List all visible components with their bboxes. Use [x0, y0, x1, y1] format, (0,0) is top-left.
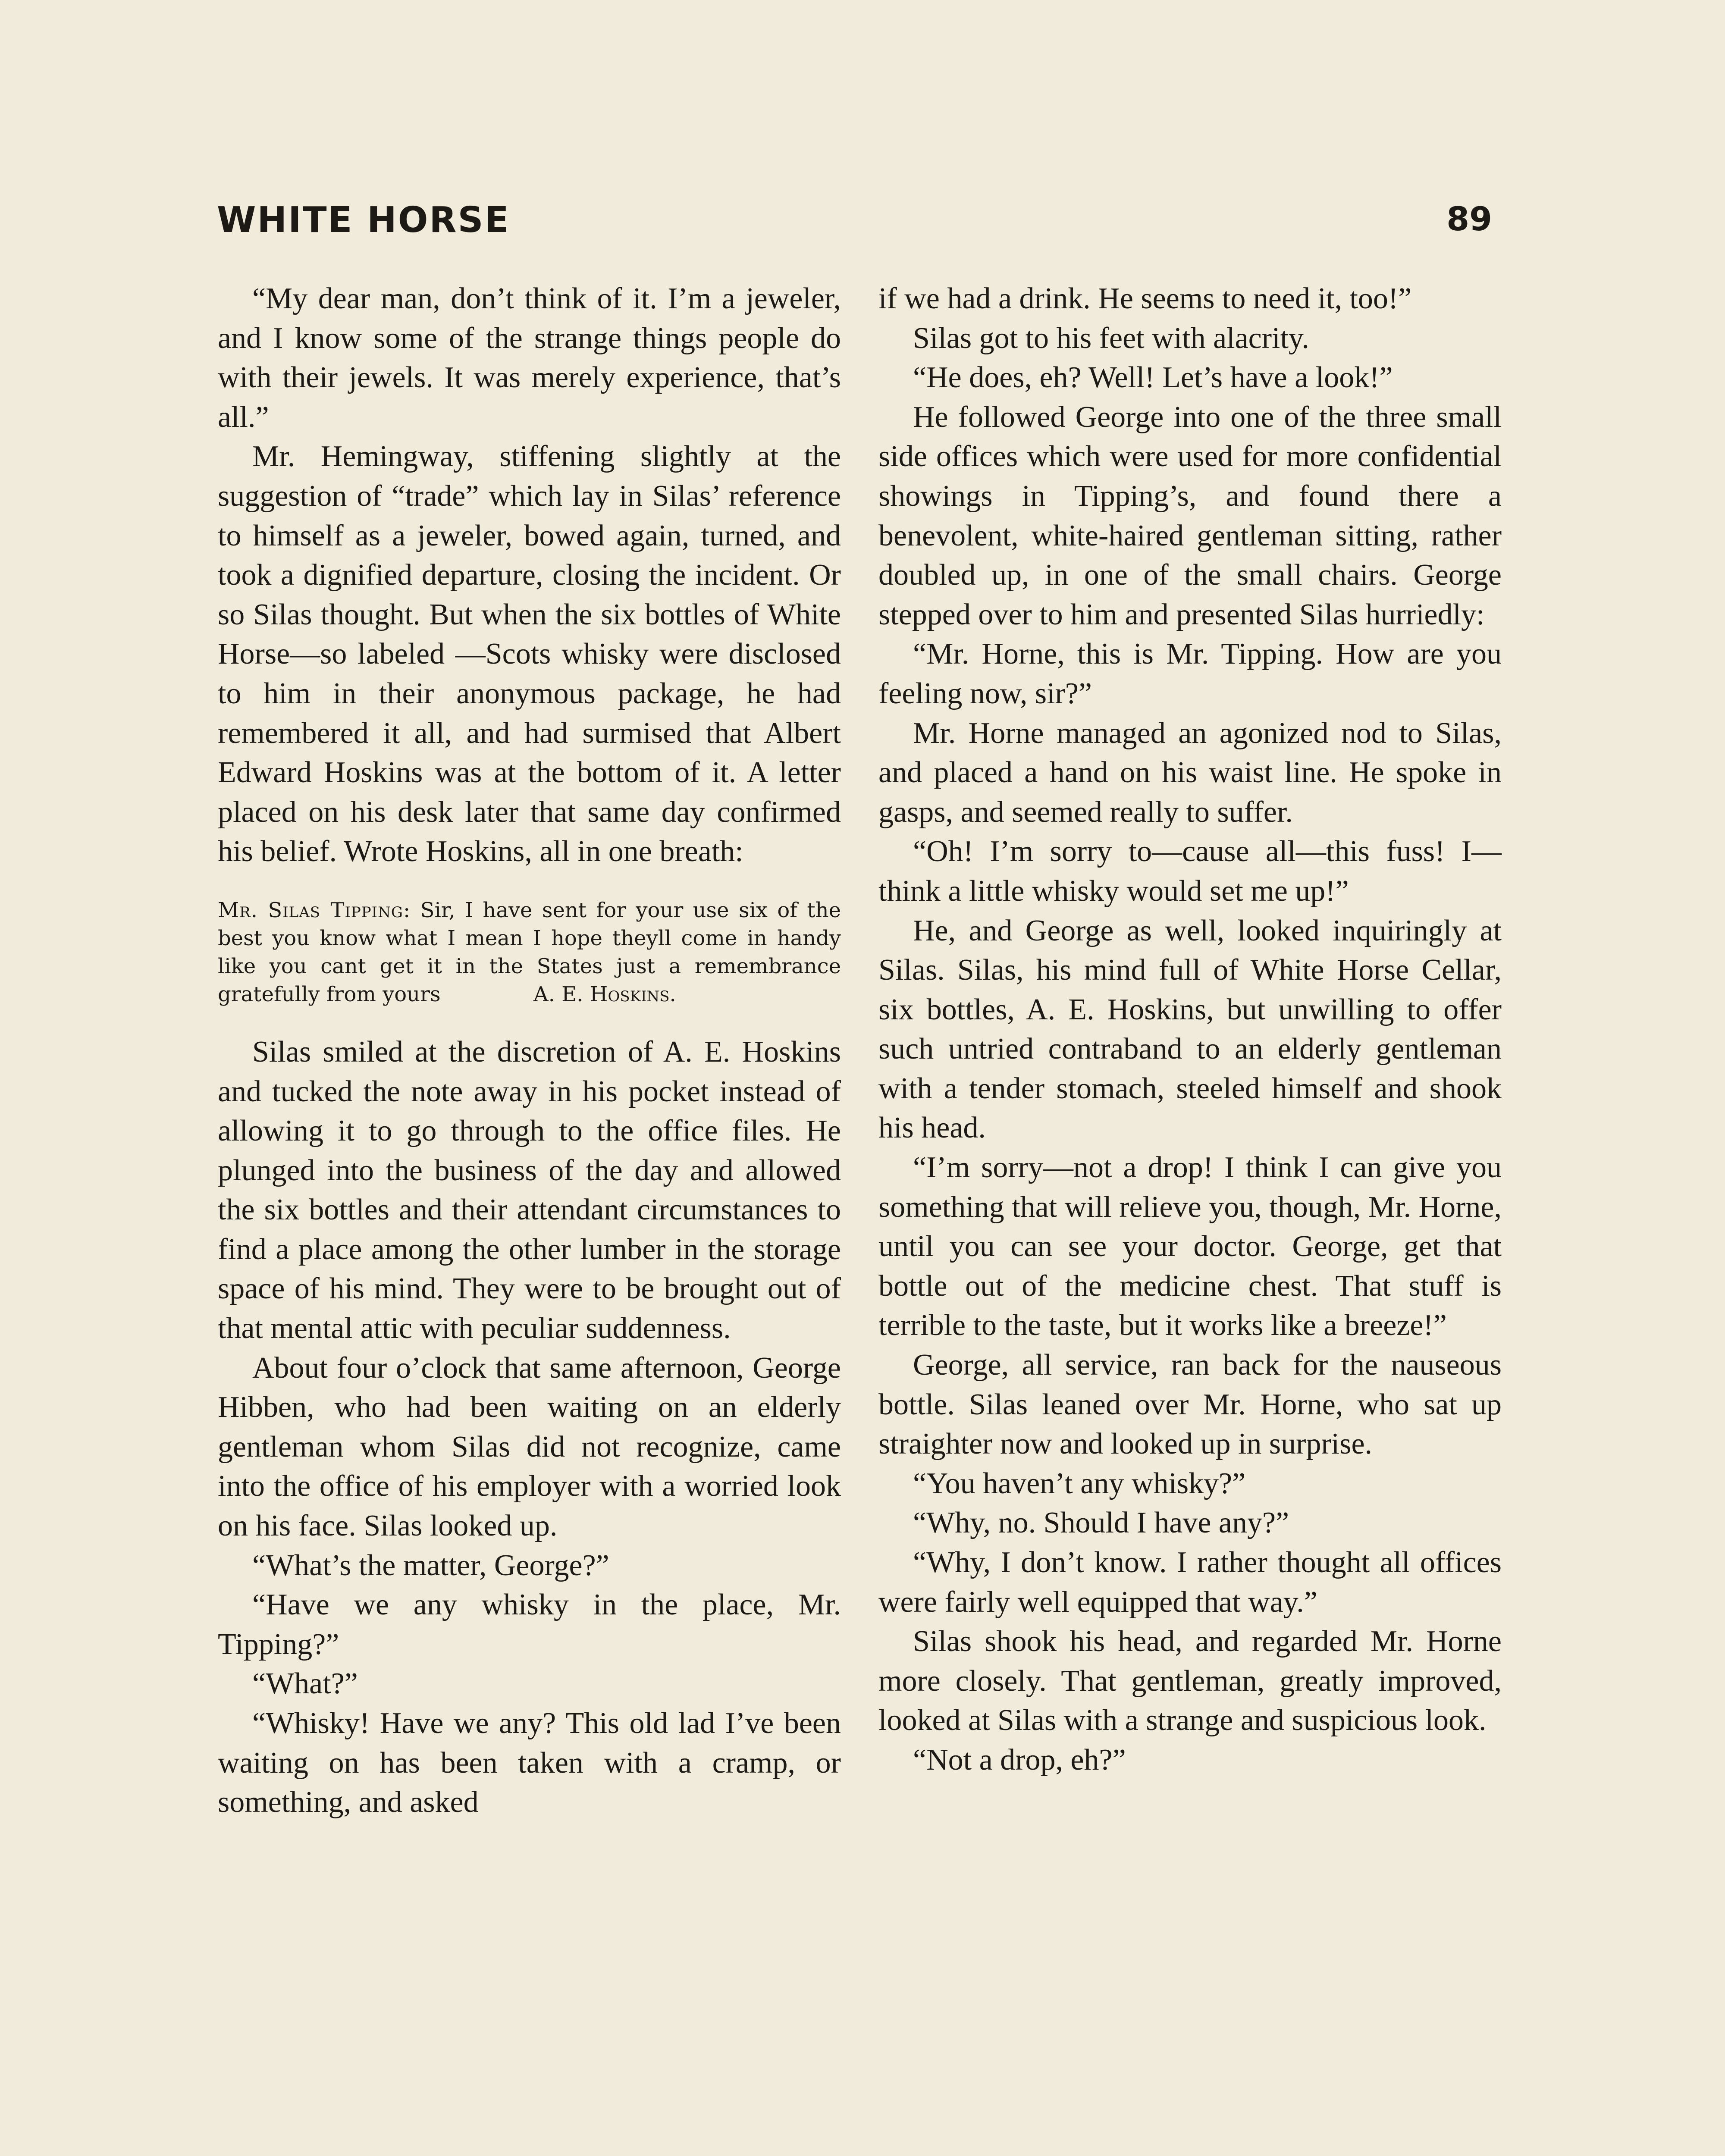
paragraph: “What?” — [252, 1667, 358, 1701]
paragraph: “Why, no. Should I have any?” — [913, 1506, 1289, 1540]
running-head-title: WHITE HORSE — [217, 200, 510, 241]
paragraph: “Not a drop, eh?” — [913, 1743, 1126, 1777]
paragraph: George, all service, ran back for the nauseous bottle. Silas leaned over Mr. Horne, who sat up straighter now and looked up in surprise. — [878, 1348, 1502, 1461]
letter-body: Sir, I have sent for your use six of the best you know what I mean I hope theyll come in handy like you cant get it in the States just a remembrance gratefully from yours — [218, 898, 841, 1006]
paragraph: He, and George as well, looked inquiringly at Silas. Silas, his mind full of White Horse Cellar, six bottles, A. E. Hoskins, but unwilling to offer such untried contraband to an elderly gentleman with a tender stomach, steeled himself and shook his head. — [878, 914, 1502, 1145]
paragraph: “He does, eh? Well! Let’s have a look!” — [913, 361, 1393, 395]
paragraph: “Mr. Horne, this is Mr. Tipping. How are you feeling now, sir?” — [878, 637, 1502, 710]
paragraph: Mr. Horne managed an agonized nod to Silas, and placed a hand on his waist line. He spoke in gasps, and seemed really to suffer. — [878, 716, 1502, 829]
paragraph: “I’m sorry—not a drop! I think I can give you something that will relieve you, though, Mr. Horne, until you can see your doctor. George, get that bottle out of the medicine chest. That stuff is terrible to the taste, but it works like a breeze!” — [878, 1151, 1502, 1342]
paragraph: He followed George into one of the three small side offices which were used for more confidential showings in Tipping’s, and found there a benevolent, white-haired gentleman sitting, rather doubled up, in one of the small chairs. George stepped over to him and presented Silas hurriedly: — [878, 400, 1502, 631]
paragraph: Silas smiled at the discretion of A. E. Hoskins and tucked the note away in his pocket instead of allowing it to go through to the office files. He plunged into the business of the day and allowed the six bottles and their attendant circumstances to find a place among the other lumber in the storage space of his mind. They were to be brought out of that mental attic with peculiar suddenness. — [218, 1035, 841, 1345]
letter-signature: A. E. Hoskins. — [533, 982, 676, 1006]
paragraph: “My dear man, don’t think of it. I’m a jeweler, and I know some of the strange things people do with their jewels. It was merely experience, that’s all.” — [218, 282, 841, 434]
letter-addressee: Mr. Silas Tipping: — [218, 898, 411, 922]
letter-block — [218, 896, 841, 1009]
paragraph: Silas got to his feet with alacrity. — [913, 321, 1309, 355]
paragraph: “Why, I don’t know. I rather thought all offices were fairly well equipped that way.” — [878, 1546, 1502, 1619]
right-column — [878, 279, 1502, 1780]
paragraph: About four o’clock that same afternoon, George Hibben, who had been waiting on an elderly gentleman whom Silas did not recognize, came into the office of his employer with a worried look on his face. Silas looked up. — [218, 1351, 841, 1543]
paragraph: Silas shook his head, and regarded Mr. Horne more closely. That gentleman, greatly improved, looked at Silas with a strange and suspicious look. — [878, 1625, 1502, 1737]
paragraph: “Oh! I’m sorry to—cause all—this fuss! I—think a little whisky would set me up!” — [878, 835, 1502, 908]
paragraph-continued: if we had a drink. He seems to need it, too!” — [878, 282, 1412, 315]
paragraph: “You haven’t any whisky?” — [913, 1467, 1246, 1500]
left-column — [218, 279, 841, 1822]
paragraph: Mr. Hemingway, stiffening slightly at the suggestion of “trade” which lay in Silas’ reference to himself as a jeweler, bowed again, turned, and took a dignified departure, closing the incident. Or so Silas thought. But when the six bottles of White Horse—so labeled —Scots whisky were disclosed to him in their anonymous package, he had remembered it all, and had surmised that Albert Edward Hoskins was at the bottom of it. A letter placed on his desk later that same day confirmed his belief. Wrote Hoskins, all in one breath: — [218, 440, 841, 868]
page-number: 89 — [1446, 200, 1492, 238]
paragraph: “Whisky! Have we any? This old lad I’ve been waiting on has been taken with a cramp, or something, and asked — [218, 1707, 841, 1819]
paragraph: “What’s the matter, George?” — [252, 1548, 609, 1582]
paragraph: “Have we any whisky in the place, Mr. Tipping?” — [218, 1588, 841, 1661]
